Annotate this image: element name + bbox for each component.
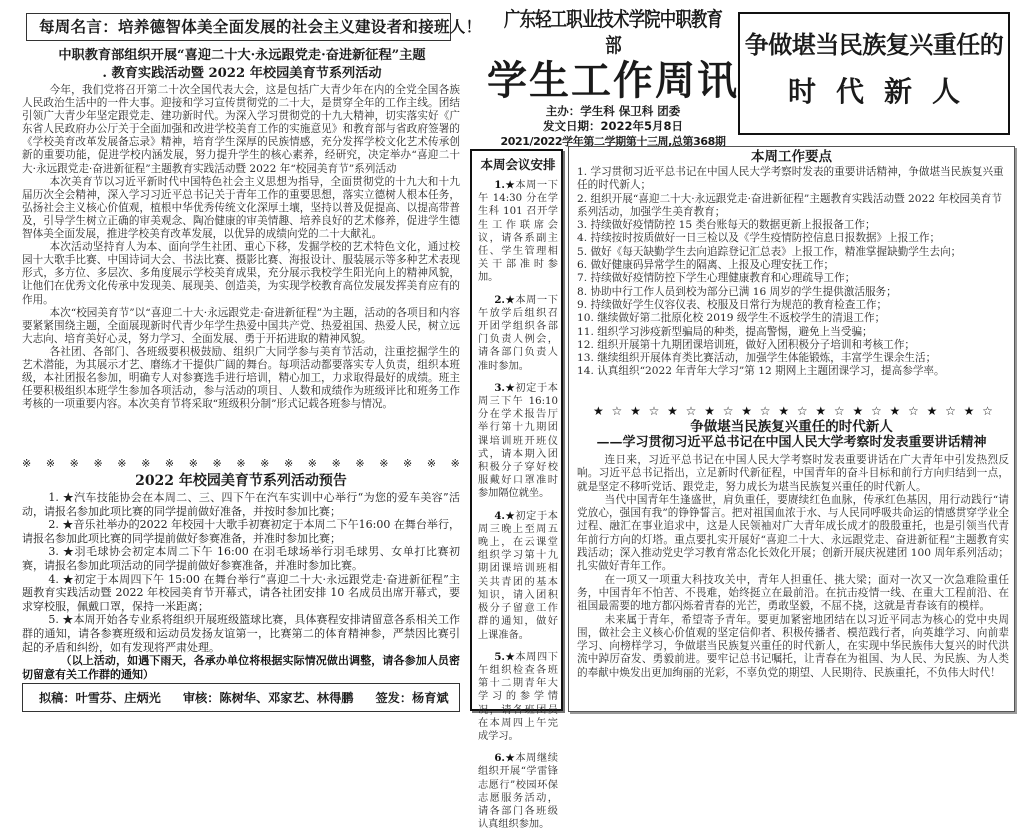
- filled-star-icon: ★: [778, 404, 790, 418]
- outline-star-icon: ☆: [796, 404, 808, 418]
- outline-star-icon: ☆: [908, 404, 919, 418]
- work-point: 1. 学习贯彻习近平总书记在中国人民大学考察时发表的重要讲话精神，争做堪当民族复兴重任的时代新人；: [577, 166, 1004, 192]
- preview-item: 3. ★羽毛球协会初定本周二下午 16:00 在羽毛球场举行羽毛球男、女单打比赛初赛，请报名参加此项活动的同学提前做好参赛准备，并准时参加比赛。: [22, 545, 460, 572]
- outline-star-icon: ☆: [648, 404, 660, 418]
- ornament-mark-icon: ※: [355, 457, 365, 470]
- ornament-mark-icon: ※: [426, 457, 437, 470]
- ornament-mark-icon: ※: [331, 457, 341, 470]
- ornament-mark-icon: ※: [283, 457, 294, 470]
- ornament-mark-icon: ※: [212, 457, 222, 470]
- lead-paragraph: 本次“校园美育节”以“喜迎二十大·永远跟党走·奋进新征程”为主题，活动的各项目和内容要紧紧围绕主题，全面展现新时代青少年学生热爱中国共产党、热爱祖国、热爱人民，树立远大志向、培育美好心灵，努力学习、全面发展、勇于开拓进取的精神风貌。: [22, 306, 460, 345]
- work-point: 10. 继续做好第二批原化校 2019 级学生不返校学生的清退工作；: [577, 312, 886, 325]
- work-point: 3. 持续做好疫情防控 15 类台账每天的数据更新上报报备工作；: [577, 219, 876, 232]
- filled-star-icon: ★: [593, 404, 604, 418]
- filled-star-icon: ★: [704, 404, 715, 418]
- ornament-mark-icon: ※: [307, 457, 317, 470]
- ornament-mark-icon: ※: [379, 457, 389, 470]
- outline-star-icon: ☆: [759, 404, 771, 418]
- work-point: 13. 继续组织开展体育类比赛活动，加强学生体能锻炼，丰富学生课余生活；: [577, 352, 937, 365]
- outline-star-icon: ☆: [833, 404, 845, 418]
- filled-star-icon: ★: [926, 404, 938, 418]
- ornament-mark-icon: ※: [69, 457, 79, 470]
- outline-star-icon: ☆: [611, 404, 623, 418]
- lead-title-line-2: . 教育实践活动暨 2022 年校园美育节系列活动: [102, 66, 382, 81]
- preview-section-body: [22, 491, 460, 681]
- meeting-number: 6.★: [494, 752, 516, 765]
- meeting-number: 1.★: [494, 179, 516, 191]
- meeting-item: [478, 752, 558, 831]
- lead-paragraph: 本次活动坚持育人为本、面向学生社团、重心下移，发掘学校的艺术特色文化，通过校园十大歌手比赛、中国诗词大会、书法比赛、摄影比赛、海报设计、服装展示等多种艺术表现形式，多方位、多层次、多角度展示学校美育成果，充分展示我校学生阳光向上的精神风貌，让他们在优秀文化传承中发现美、展现美、创造美，为实现学校教育高位发展发挥美育应有的作用。: [22, 241, 460, 306]
- ornament-mark-icon: ※: [188, 457, 198, 470]
- feature-paragraph: 连日来，习近平总书记在中国人民大学考察时发表重要讲话在广大青年中引发热烈反响。习近平总书记指出，立足新时代新征程，中国青年的奋斗目标和前行方向归结到一点，就是坚定不移听党话、跟党走，努力成长为堪当民族复兴重任的时代新人。: [577, 454, 1009, 493]
- outline-star-icon: ☆: [870, 404, 882, 418]
- work-point: 9. 持续做好学生仪容仪表、校服及日常行为规范的教育检查工作；: [577, 298, 888, 311]
- ornament-divider: [22, 457, 460, 470]
- meeting-item: [478, 294, 558, 373]
- meeting-number: 4.★: [494, 509, 516, 522]
- drafter: 拟稿：叶雪芬、庄炳光: [39, 691, 161, 705]
- feature-article-body: [577, 454, 1009, 680]
- filled-star-icon: ★: [963, 404, 975, 418]
- work-point: 7. 持续做好疫情防控下学生心理健康教育和心理疏导工作；: [577, 272, 856, 285]
- preview-note: （以上活动，如遇下雨天，各承办单位将根据实际情况做出调整，请各参加人员密切留意有关工作群的通知）: [22, 654, 460, 681]
- work-point: 11. 组织学习涉疫新型骗局的种类，提高警惕，避免上当受骗；: [577, 325, 873, 338]
- ornament-mark-icon: ※: [450, 457, 460, 470]
- preview-item: 2. ★音乐社举办的2022 年校园十大歌手初赛初定于本周二下午16:00 在舞台举行，请报名参加此项比赛的同学提前做好参赛准备，并准时参加比赛；: [22, 518, 460, 545]
- outline-star-icon: ☆: [685, 404, 697, 418]
- newsletter-name: 学生工作周讯: [487, 57, 739, 104]
- lead-title-line-1: 中职教育部组织开展“喜迎二十大·永远跟党走·奋进新征程”主题: [58, 48, 426, 63]
- ornament-mark-icon: ※: [260, 457, 270, 470]
- issue-number: 2021/2022学年第二学期第十三周,总第368期: [500, 135, 726, 148]
- preview-item: 1. ★汽车技能协会在本周二、三、四下午在汽车实训中心举行“为您的爱车美容”活动，请报名参加此项比赛的同学提前做好准备，并按时参加比赛；: [22, 491, 460, 518]
- meetings-title: 本周会议安排: [480, 157, 556, 172]
- slogan-line-2: 时代新人: [787, 75, 980, 108]
- feature-paragraph: 未来属于青年，希望寄予青年。要更加紧密地团结在以习近平同志为核心的党中央周围，做社会主义核心价值观的坚定信仰者、积极传播者、模范践行者，向英雄学习、向前辈学习、向榜样学习，争做堪当民族复兴重任的时代新人，在实现中华民族伟大复兴的时代洪流中踔厉奋发、勇毅前进。要牢记总书记嘱托，让青春在为祖国、为人民、为民族、为人类的奉献中焕发出更加绚丽的光彩，不辜负党的期望、人民期待、民族重托，不负伟大时代！: [577, 613, 1009, 679]
- outline-star-icon: ☆: [722, 404, 734, 418]
- filled-star-icon: ★: [852, 404, 864, 418]
- work-point: 2. 组织开展“喜迎二十大·永远跟党走·奋进新征程”主题教育实践活动暨 2022 年校园美育节系列活动，加强学生美育教育；: [577, 192, 1002, 218]
- meeting-text: 本周一下午 14:30 分在学生科 101 召开学生工作联席会议，请各系副主任、学生管理相关干部准时参加。: [478, 180, 558, 284]
- feature-paragraph: 当代中国青年生逢盛世，肩负重任，要赓续红色血脉，传承红色基因，用行动践行“请党放心，强国有我”的铮铮誓言。把对祖国血浓于水、与人民同呼吸共命运的情感贯穿学业全过程、融汇在事业追求中，这是人民领袖对广大青年成长成才的殷殷重托，也是引领当代青年前行方向的灯塔。重点要扎实开展好“喜迎二十大、永远跟党走、奋进新征程”主题教育实践活动；深入推动党史学习教育常态化长效化开展；创新开展庆祝建团 100 周年系列活动；扎实做好青年工作。: [577, 493, 1009, 573]
- meeting-item: [478, 651, 558, 743]
- publish-date: 发文日期：2022年5月8日: [542, 119, 683, 133]
- lead-article-body: [22, 84, 460, 411]
- filled-star-icon: ★: [889, 404, 901, 418]
- feature-paragraph: 在一项又一项重大科技攻关中，青年人担重任、挑大梁；面对一次又一次急难险重任务，中国青年不怕苦、不畏难，始终挺立在最前沿。在抗击疫情一线、在重大工程前沿、在祖国最需要的地方都闪烁着青春的光芒，勇敢坚毅，不屈不挠，这就是青春该有的模样。: [577, 573, 1009, 613]
- ornament-mark-icon: ※: [164, 457, 175, 470]
- feature-article-subtitle: ——学习贯彻习近平总书记在中国人民大学考察时发表重要讲话精神: [596, 435, 987, 450]
- ornament-mark-icon: ※: [117, 457, 127, 470]
- ornament-mark-icon: ※: [93, 457, 103, 470]
- lead-paragraph: 各社团、各部门、各班级要积极鼓励、组织广大同学参与美育节活动，注重挖掘学生的艺术潜能，为其展示才艺、磨练才干提供广阔的舞台。每项活动都要落实专人负责，组织本班级，本社团报名参加，明确专人对参赛选手进行培训，精心加工，力求取得最好的成绩。班主任要积极组织本班学生参加各项活动，参与活动的项目、人数和成绩作为班级评比和班务工作考核的一项重要内容。本次美育节将采取“班级积分制”形式记载各班参与情况。: [22, 345, 460, 411]
- work-and-feature-panel: [568, 146, 1015, 712]
- work-point: 6. 做好健康码异常学生的隔离、上报及心理安抚工作；: [577, 259, 835, 272]
- meeting-text: 本周继续组织开展“学雷锋志愿行”校园环保志愿服务活动，请各部门各班级认真组织参加。: [478, 753, 558, 831]
- feature-article-title: 争做堪当民族复兴重任的时代新人: [690, 419, 893, 435]
- ornament-mark-icon: ※: [45, 457, 56, 470]
- filled-star-icon: ★: [741, 404, 753, 418]
- lead-paragraph: 今年，我们党将召开第二十次全国代表大会，这是包括广大青少年在内的全党全国各族人民政治生活中的一件大事。迎接和学习宣传贯彻党的二十大，是贯穿全年的工作主线。团结引领广大青少年坚定跟党走、建功新时代。为深入学习贯彻党的十九大精神，切实落实好《广东省人民政府办公厅关于全面加强和改进学校美育工作的实施意见》和教育部与省政府签署的《学校美育改革发展备忘录》精神，培育学生深厚的民族情感，充分发挥学校文化艺术传承创新的重要功能，促进学校内涵发展，努力提升学生的核心素养，经研究，决定举办“喜迎二十大·永远跟党走·奋进新征程”主题教育实践活动暨 2022 年“校园美育节”系列活动: [22, 84, 460, 175]
- organization-name: 广东轻工职业技术学院中职教育部: [503, 7, 723, 57]
- work-point: 12. 组织开展第十九期团课培训班，做好入团积极分子培训和考核工作；: [577, 338, 916, 351]
- meeting-text: 初定于本周三下午 16:10 分在学术报告厅举行第十九期团课培训班开班仪式，请本期入团积极分子穿好校服戴好口罩准时参加隔位就坐。: [478, 382, 558, 500]
- meetings-panel: [470, 149, 563, 831]
- work-points-list: [577, 166, 1009, 379]
- work-points-title: 本周工作要点: [751, 149, 832, 165]
- masthead: [478, 6, 748, 149]
- slogan-box: [738, 12, 1010, 135]
- ornament-mark-icon: ※: [22, 457, 32, 470]
- ornament-mark-icon: ※: [236, 457, 246, 470]
- preview-section-title: 2022 年校园美育节系列活动预告: [135, 473, 347, 489]
- work-point: 4. 持续按时按质做好一日三检以及《学生疫情防控信息日报数据》上报工作；: [577, 232, 941, 245]
- star-divider: [593, 404, 993, 418]
- work-point: 14. 认真组织“2022 年青年大学习”第 12 期网上主题团课学习，提高参学率。: [577, 365, 945, 378]
- filled-star-icon: ★: [815, 404, 827, 418]
- weekly-motto: 每周名言：培养德智体美全面发展的社会主义建设者和接班人！: [26, 13, 451, 41]
- meeting-item: [478, 179, 558, 285]
- work-point: 5. 做好《每天缺勤学生去向追踪登记汇总表》上报工作，精准掌握缺勤学生去向；: [577, 245, 962, 258]
- outline-star-icon: ☆: [982, 404, 993, 418]
- issuer: 签发：杨育斌: [375, 691, 449, 705]
- filled-star-icon: ★: [667, 404, 678, 418]
- meeting-number: 2.★: [494, 293, 516, 306]
- meeting-number: 5.★: [494, 650, 516, 663]
- lead-article-title: [22, 47, 462, 83]
- outline-star-icon: ☆: [945, 404, 956, 418]
- reviewer: 审核：陈树华、邓家艺、林得鹏: [182, 691, 354, 705]
- preview-item: 4. ★初定于本周四下午 15:00 在舞台举行“喜迎二十大·永远跟党走·奋进新征程”主题教育实践活动暨 2022 年校园美育节开幕式，请各社团安排 10 名成员出席开幕式，要求穿校服，佩戴口罩，保持一米距离；: [22, 572, 460, 613]
- meeting-text: 本周一下午放学后组织召开团学组织各部门负责人例会，请各部门负责人准时参加。: [478, 294, 558, 372]
- ornament-mark-icon: ※: [141, 457, 151, 470]
- signoff-bar: [22, 683, 460, 712]
- meeting-item: [478, 510, 558, 642]
- filled-star-icon: ★: [630, 404, 641, 418]
- preview-item: 5. ★本周开始各专业系将组织开展班级篮球比赛，具体赛程安排请留意各系相关工作群的通知，请各参赛班级和运动员发扬友谊第一，比赛第二的体育精神参，严禁因比赛引起的矛盾和纠纷，如有发现将严肃处理。: [22, 613, 460, 654]
- meeting-number: 3.★: [494, 381, 516, 394]
- work-point: 8. 协助中行工作人员到校为部分已满 16 周岁的学生提供激活服务；: [577, 285, 897, 298]
- sponsor-line: 主办：学生科 保卫科 团委: [545, 104, 681, 118]
- ornament-mark-icon: ※: [403, 457, 413, 470]
- lead-paragraph: 本次美育节以习近平新时代中国特色社会主义思想为指导，全面贯彻党的十九大和十九届历次全会精神，深入学习习近平总书记关于青年工作的重要思想，落实立德树人根本任务，弘扬社会主义核心价值观，植根中华优秀传统文化深厚土壤，坚持以普及促提高、以提高带普及，引导学生树立正确的审美观念、陶冶健康的审美情趣、培养良好的艺术修养，促进学生德智体美全面发展，推进学校美育改革发展，以优异的成绩向党的二十大献礼。: [22, 175, 460, 241]
- slogan-line-1: 争做堪当民族复兴重任的: [744, 31, 1004, 59]
- meeting-text: 本周四下午组织检查各班第十二期青年大学习的参学情况，请各班团员在本周四上午完成学习。: [478, 651, 558, 742]
- meeting-item: [478, 382, 558, 501]
- meeting-text: 初定于本周三晚上至周五晚上，在云课堂组织学习第十九期团课培训班相关共青团的基本知识，请入团积极分子留意工作群的通知，做好上课准备。: [478, 510, 558, 641]
